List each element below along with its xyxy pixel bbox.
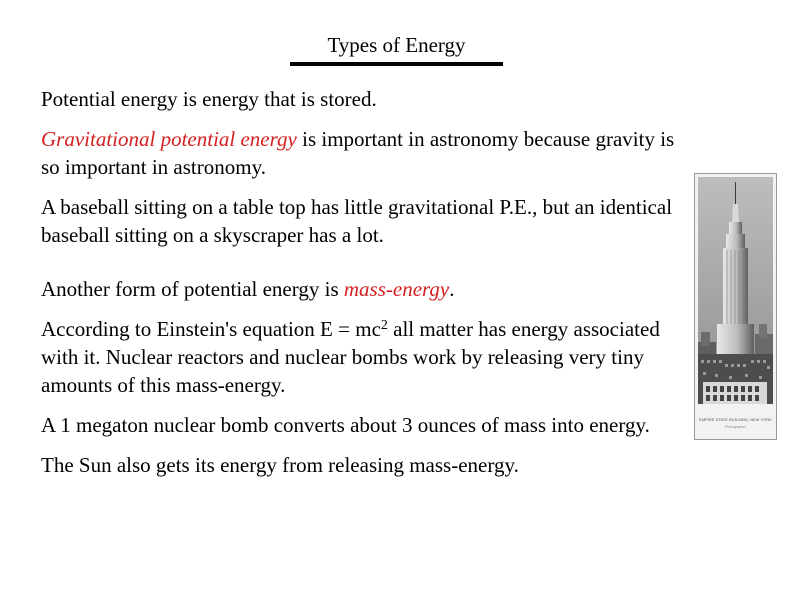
paragraph-potential-energy xyxy=(41,85,691,113)
gravitational-potential-energy-term: Gravitational potential energy xyxy=(41,127,297,151)
einstein-equation-text: According to Einstein's equation E = mc xyxy=(41,317,381,341)
slide-body xyxy=(41,85,691,491)
megaton-example: A 1 megaton nuclear bomb converts about 3 ounces of mass into energy. xyxy=(41,413,650,437)
photo-caption-line2: Photographer xyxy=(724,425,747,429)
paragraph-einstein xyxy=(41,315,691,399)
mass-energy-term: mass-energy xyxy=(343,277,450,301)
title-underline xyxy=(290,62,503,66)
potential-energy-definition: Potential energy is energy that is stored. xyxy=(41,87,377,111)
equation-exponent: 2 xyxy=(380,318,388,333)
skyscraper-photo xyxy=(694,173,777,440)
paragraph-mass-energy xyxy=(41,275,691,303)
slide-title: Types of Energy xyxy=(327,33,466,57)
paragraph-baseball xyxy=(41,193,691,249)
paragraph-gravitational xyxy=(41,125,691,181)
sun-energy-fact: The Sun also gets its energy from releasing mass-energy. xyxy=(41,453,519,477)
empire-state-building-image xyxy=(695,174,776,439)
gravitational-explanation: is important in astronomy because gravity is so important in astronomy. xyxy=(41,127,675,179)
photo-caption-line1: EMPIRE STATE BUILDING, NEW YORK xyxy=(699,417,772,422)
mass-energy-period: . xyxy=(449,277,455,301)
paragraph-megaton xyxy=(41,411,691,439)
einstein-explanation: all matter has energy associated with it. Nuclear reactors and nuclear bombs work by releasing very tiny amounts of this mass-energy. xyxy=(41,317,660,397)
mass-energy-intro: Another form of potential energy is xyxy=(41,277,344,301)
paragraph-sun xyxy=(41,451,691,479)
baseball-example: A baseball sitting on a table top has little gravitational P.E., but an identical baseball sitting on a skyscraper has a lot. xyxy=(41,195,673,247)
